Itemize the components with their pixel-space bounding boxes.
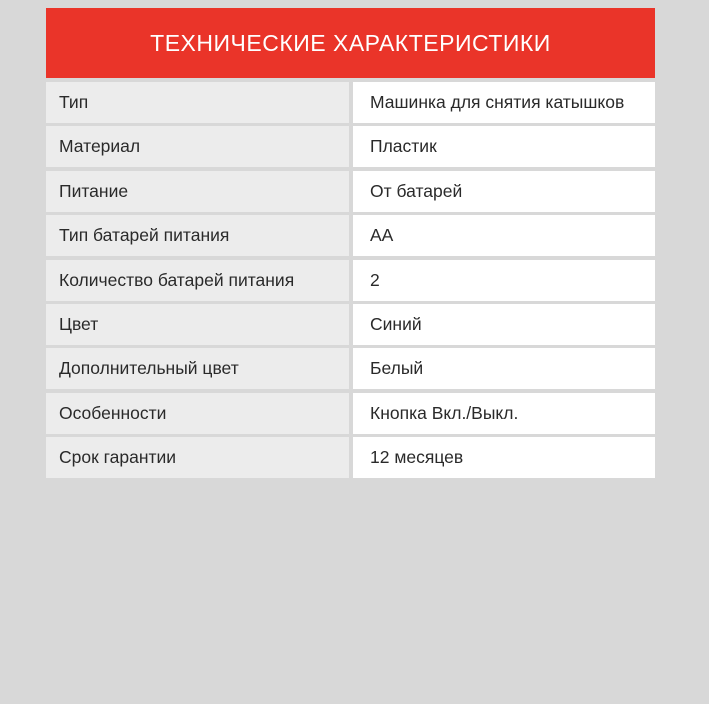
spec-row-material — [46, 126, 655, 167]
spec-header — [46, 8, 655, 78]
spec-value: 2 — [353, 260, 655, 301]
spec-row-color — [46, 304, 655, 345]
spec-label: Тип батарей питания — [46, 215, 349, 256]
spec-value: Белый — [353, 348, 655, 389]
spec-value: Пластик — [353, 126, 655, 167]
spec-label: Количество батарей питания — [46, 260, 349, 301]
spec-value: Машинка для снятия катышков — [353, 82, 655, 123]
spec-value: Синий — [353, 304, 655, 345]
spec-row-type — [46, 82, 655, 123]
spec-value: AA — [353, 215, 655, 256]
spec-row-battery-type — [46, 215, 655, 256]
spec-value: От батарей — [353, 171, 655, 212]
spec-row-power — [46, 171, 655, 212]
spec-row-features — [46, 393, 655, 434]
spec-table — [46, 82, 655, 478]
spec-value: 12 месяцев — [353, 437, 655, 478]
spec-label: Особенности — [46, 393, 349, 434]
spec-label: Срок гарантии — [46, 437, 349, 478]
spec-row-warranty — [46, 437, 655, 478]
spec-label: Дополнительный цвет — [46, 348, 349, 389]
spec-row-battery-count — [46, 260, 655, 301]
spec-label: Тип — [46, 82, 349, 123]
spec-label: Материал — [46, 126, 349, 167]
spec-row-extra-color — [46, 348, 655, 389]
spec-label: Питание — [46, 171, 349, 212]
spec-sheet — [46, 8, 655, 478]
spec-label: Цвет — [46, 304, 349, 345]
spec-title: ТЕХНИЧЕСКИЕ ХАРАКТЕРИСТИКИ — [150, 29, 551, 56]
spec-value: Кнопка Вкл./Выкл. — [353, 393, 655, 434]
